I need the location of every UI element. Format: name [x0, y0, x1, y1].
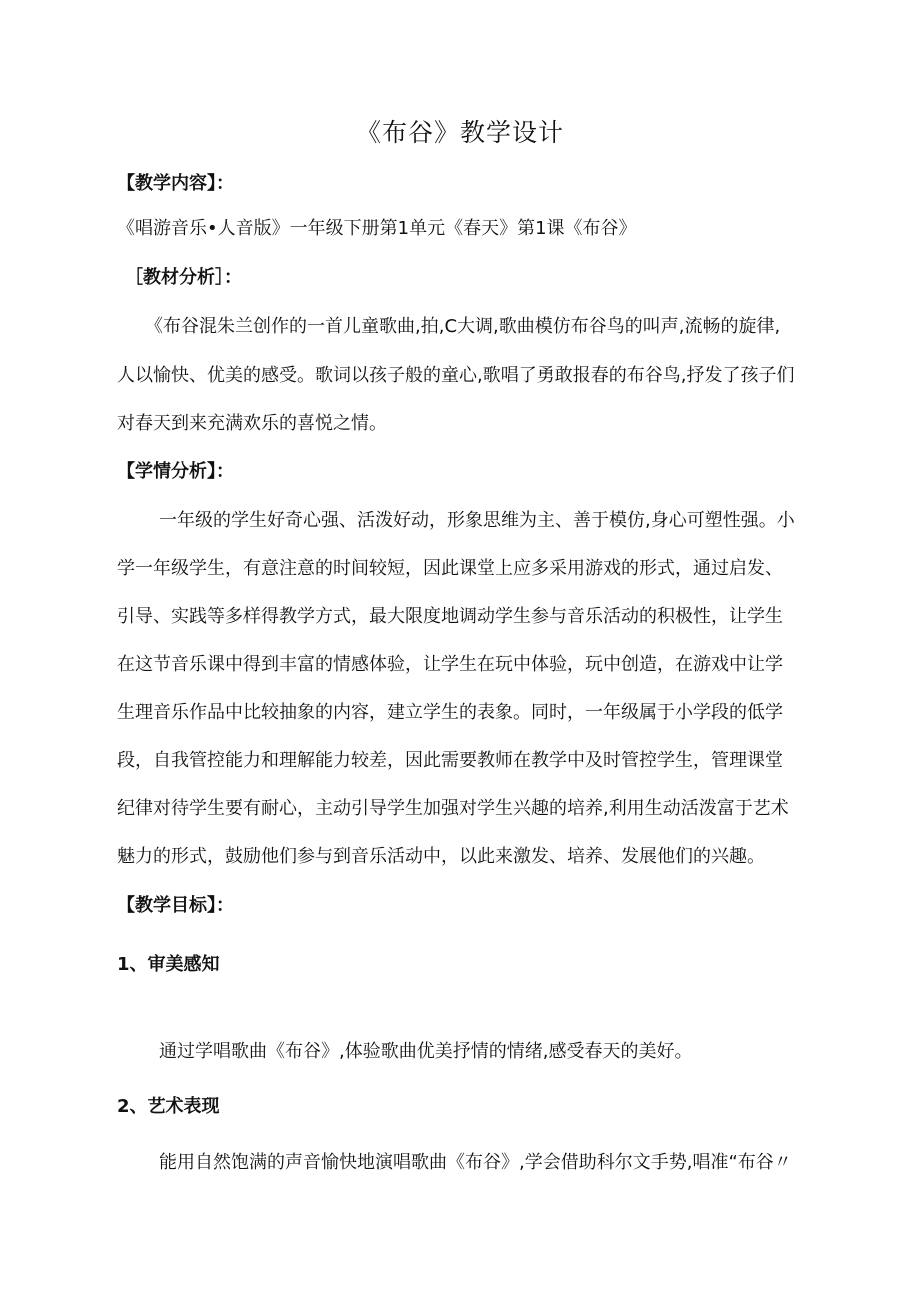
student-analysis-line-6: 段，自我管控能力和理解能力较差，因此需要教师在教学中及时管控学生，管理课堂: [117, 750, 783, 771]
material-analysis-heading: ［教材分析］：: [125, 267, 242, 288]
student-analysis-line-7: 纪律对待学生要有耐心，主动引导学生加强对学生兴趣的培养,利用生动活泼富于艺术: [117, 798, 789, 819]
student-analysis-line-1: 一年级的学生好奇心强、活泼好动，形象思维为主、善于模仿,身心可塑性强。小: [159, 510, 795, 531]
student-analysis-line-5: 生理音乐作品中比较抽象的内容，建立学生的表象。同时，一年级属于小学段的低学: [117, 702, 783, 723]
student-analysis-line-3: 引导、实践等多样得教学方式，最大限度地调动学生参与音乐活动的积极性，让学生: [117, 606, 783, 627]
goal-2-text: 能用自然饱满的声音愉快地演唱歌曲《布谷》,学会借助科尔文手势,唱准“布谷〃: [159, 1152, 792, 1173]
document-title: 《布谷》教学设计: [355, 118, 564, 147]
goal-1-text: 通过学唱歌曲《布谷》,体验歌曲优美抒情的情绪,感受春天的美好。: [159, 1041, 693, 1062]
student-analysis-line-4: 在这节音乐课中得到丰富的情感体验，让学生在玩中体验，玩中创造，在游戏中让学: [117, 654, 783, 675]
student-analysis-line-8: 魅力的形式，鼓励他们参与到音乐活动中，以此来激发、培养、发展他们的兴趣。: [117, 846, 765, 867]
material-analysis-line-1: 《布谷混朱兰创作的一首儿童歌曲,拍,C大调,歌曲模仿布谷鸟的叫声,流畅的旋律,: [145, 316, 781, 337]
material-analysis-line-3: 对春天到来充满欢乐的喜悦之情。: [117, 413, 387, 434]
student-analysis-line-2: 学一年级学生，有意注意的时间较短，因此课堂上应多采用游戏的形式，通过启发、: [117, 558, 783, 579]
teaching-goals-heading: 【教学目标】：: [117, 895, 234, 916]
teaching-content-text: 《唱游音乐•人音版》一年级下册第1单元《春天》第1课《布谷》: [117, 218, 637, 239]
student-analysis-heading: 【学情分析】：: [117, 461, 234, 482]
goal-2-heading: 2、艺术表现: [117, 1096, 220, 1117]
goal-1-heading: 1、审美感知: [117, 954, 220, 975]
material-analysis-line-2: 人以愉快、优美的感受。歌词以孩子般的童心,歌唱了勇敢报春的布谷鸟,抒发了孩子们: [117, 365, 795, 386]
teaching-content-heading: 【教学内容】：: [117, 173, 234, 194]
